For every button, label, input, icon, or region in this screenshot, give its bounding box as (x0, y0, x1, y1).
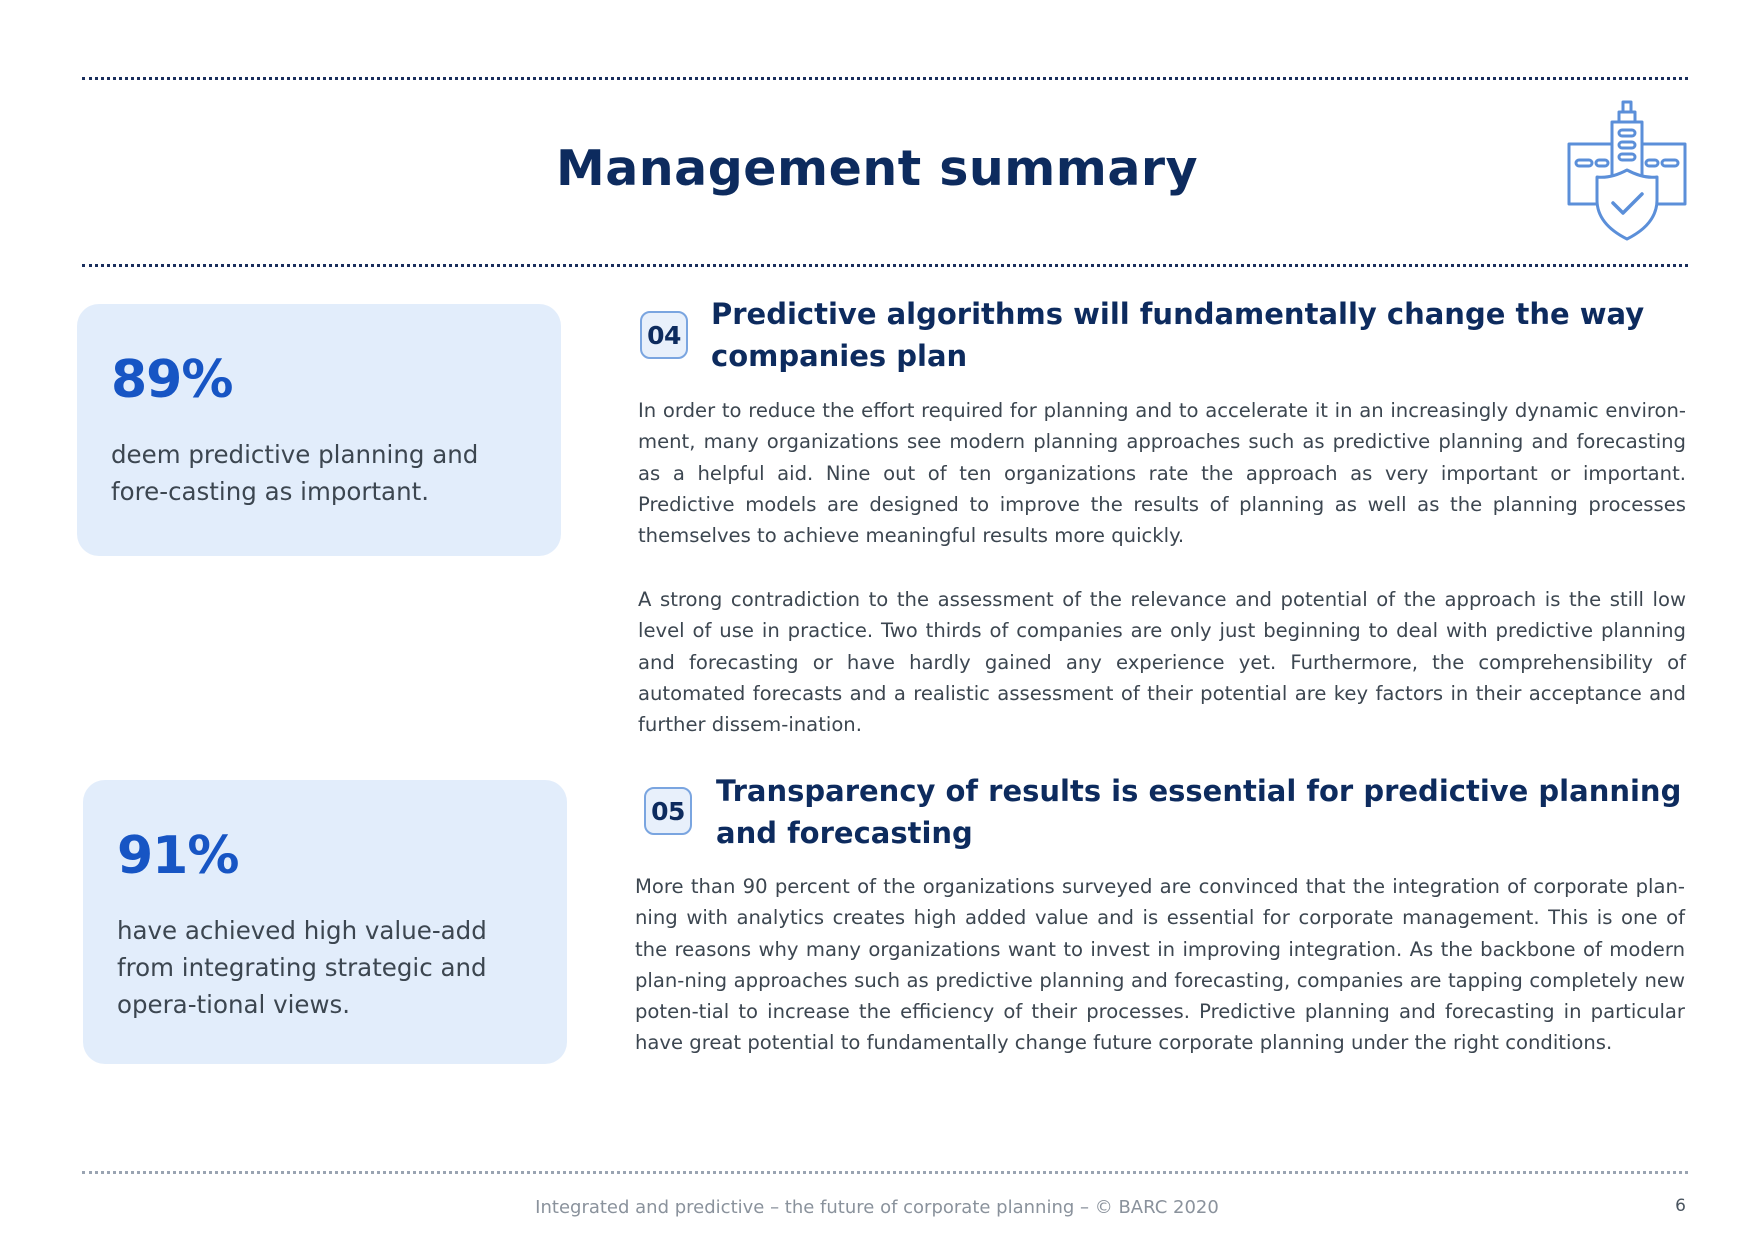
header-bottom-divider (82, 264, 1688, 267)
stat-description: have achieved high value-add from integrating strategic and opera-tional views. (117, 916, 487, 1019)
section-paragraph: A strong contradiction to the assessment of the relevance and potential of the approach is the still low level of use in practice. Two thirds of companies are only just beginning to deal with predictive planning and forecasting or have hardly gained any experience yet. Furthermore, the comprehensibility of automated forecasts and a realistic assessment of their potential are key factors in their acceptance and further dissem-ination. (638, 588, 1686, 737)
stat-description: deem predictive planning and fore-casting as important. (111, 440, 479, 506)
page-number: 6 (1675, 1196, 1686, 1216)
section-number-badge: 05 (644, 787, 692, 835)
footer-divider (82, 1171, 1688, 1174)
stat-card (77, 304, 561, 556)
header-top-divider (82, 77, 1688, 80)
stat-card (83, 780, 567, 1064)
stat-value: 91% (117, 826, 239, 886)
stat-value: 89% (111, 350, 233, 410)
section-paragraph: In order to reduce the effort required for planning and to accelerate it in an increasingly dynamic environ-ment, many organizations see modern planning approaches such as predictive planning and forecasting as a helpful aid. Nine out of ten organizations rate the approach as very important or important. Predictive models are designed to improve the results of planning as well as the planning processes themselves to achieve meaningful results more quickly. (638, 399, 1686, 548)
section-heading: Transparency of results is essential for predictive planning and forecasting (716, 774, 1682, 850)
section-heading: Predictive algorithms will fundamentally change the way companies plan (711, 297, 1645, 373)
footer-text: Integrated and predictive – the future of corporate planning – © BARC 2020 (535, 1197, 1219, 1218)
section-paragraph: More than 90 percent of the organizations surveyed are convinced that the integration of corporate plan-ning with analytics creates high added value and is essential for corporate management. This is one of the reasons why many organizations want to invest in improving integration. As the backbone of modern plan-ning approaches such as predictive planning and forecasting, companies are tapping completely new poten-tial to increase the efficiency of their processes. Predictive planning and forecasting in particular have great potential to fundamentally change future corporate planning under the right conditions. (635, 875, 1685, 1055)
buildings-shield-check-icon (1567, 100, 1687, 242)
section-number-badge: 04 (640, 311, 688, 359)
page-title: Management summary (555, 140, 1199, 197)
